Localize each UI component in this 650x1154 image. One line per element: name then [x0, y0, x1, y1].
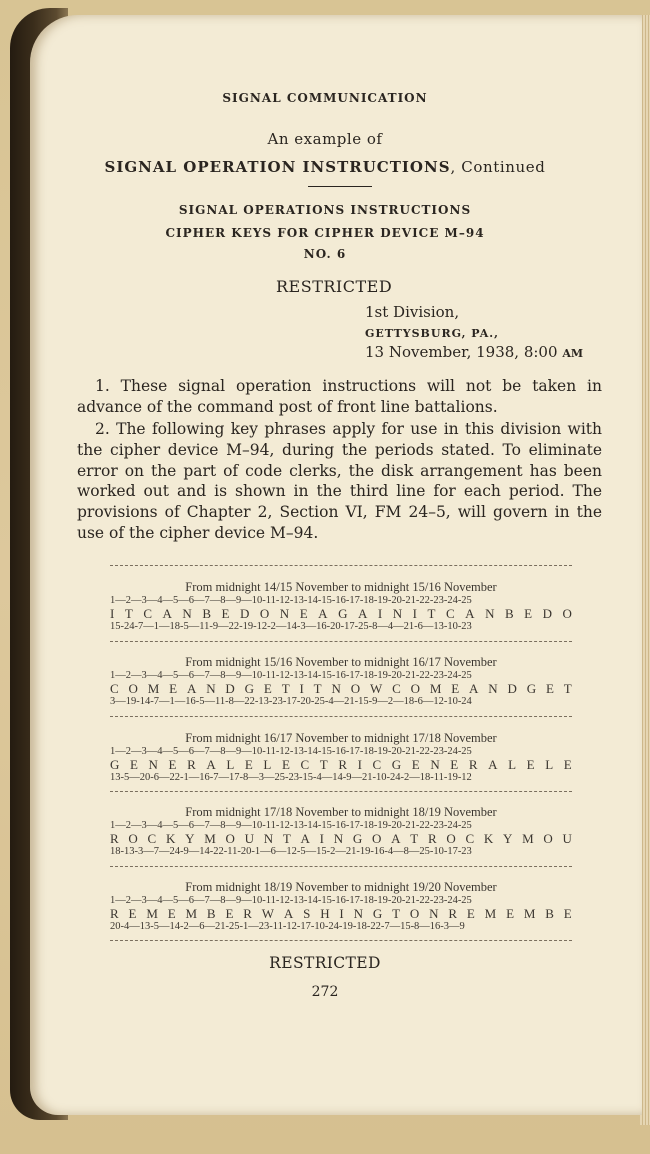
key-period-5	[110, 880, 572, 933]
key-letter: N	[488, 681, 498, 696]
key-letter: M	[147, 681, 160, 696]
key-letter: R	[448, 906, 458, 921]
classification-top: RESTRICTED	[276, 277, 393, 296]
key-letter: A	[186, 681, 197, 696]
key-letter: B	[545, 906, 554, 921]
key-period-2	[110, 655, 572, 708]
key-letter: T	[281, 681, 290, 696]
paragraph-1-text: 1. These signal operation instructions will not be taken in advance of the command post of front line battalions.	[77, 377, 602, 416]
key-letter: I	[357, 757, 362, 772]
title-main: SIGNAL OPERATION INSTRUCTIONS	[104, 158, 451, 176]
key-letter: N	[263, 831, 274, 846]
key-letter: E	[167, 906, 176, 921]
key-period-4	[110, 805, 572, 858]
period-title: From midnight 14/15 November to midnight 15/16 November	[185, 580, 497, 594]
key-letter: O	[562, 606, 572, 621]
key-letter: G	[391, 757, 402, 772]
key-letter: G	[526, 681, 537, 696]
key-letter: O	[128, 681, 138, 696]
key-letter: T	[124, 606, 133, 621]
key-letter: A	[465, 606, 475, 621]
key-letter: E	[244, 757, 253, 772]
subhead-1: SIGNAL OPERATIONS INSTRUCTIONS	[178, 203, 472, 217]
key-letter: I	[110, 606, 115, 621]
paragraph-2-text: 2. The following key phrases apply for use in this division with the cipher device M–94, during the periods stated. To eliminate error on the part of code clerks, the disk arrangement has been worked out and is shown in the third line for each period. The provisions of Chapter 2, Section VI, FM 24–5, will govern in the use of the cipher device M–94.	[77, 420, 602, 542]
paragraph-2	[77, 419, 602, 544]
key-letter: I	[412, 606, 417, 621]
date-text: 13 November, 1938, 8:00	[365, 343, 558, 361]
key-letter: C	[110, 681, 119, 696]
key-letter: O	[350, 681, 361, 696]
key-letter: D	[542, 606, 553, 621]
key-letter: L	[545, 757, 554, 772]
key-letter: N	[353, 906, 363, 921]
key-letter: E	[263, 681, 272, 696]
key-letter: K	[165, 831, 176, 846]
key-letter: D	[239, 606, 250, 621]
key-period-1	[110, 580, 572, 633]
key-letter: M	[522, 831, 534, 846]
key-letter: E	[563, 906, 572, 921]
page-title	[0, 158, 650, 176]
page-number: 272	[311, 984, 339, 1000]
key-letter: E	[524, 606, 533, 621]
key-letter: N	[485, 606, 495, 621]
divider	[110, 866, 572, 867]
paragraph-1	[77, 376, 602, 418]
key-letter: G	[110, 757, 120, 772]
key-letter: A	[283, 906, 294, 921]
key-letter: R	[427, 831, 437, 846]
disk-arrangement: 3—19-14-7—1—16-5—11-8—22-13-23-17-20-25-4—21-15-9—2—18-6—12-10-24	[110, 696, 472, 707]
key-letter: E	[545, 681, 554, 696]
key-letter: N	[392, 606, 403, 621]
key-letter: N	[206, 681, 216, 696]
key-phrase-letters	[110, 607, 572, 620]
key-letter: T	[410, 831, 419, 846]
key-letter: A	[357, 606, 368, 621]
key-letter: I	[299, 681, 304, 696]
key-letter: N	[430, 757, 440, 772]
key-letter: E	[451, 681, 460, 696]
key-letter: O	[225, 831, 235, 846]
unit-line: 1st Division,	[365, 303, 460, 321]
key-letter: B	[206, 906, 216, 921]
key-letter: M	[429, 681, 442, 696]
key-letter: T	[319, 757, 328, 772]
key-letter: G	[338, 606, 348, 621]
key-letter: C	[300, 757, 310, 772]
divider	[110, 565, 572, 566]
time-suffix: AM	[562, 347, 584, 360]
title-suffix: , Continued	[450, 158, 546, 176]
key-letter: C	[445, 606, 455, 621]
key-letter: A	[488, 757, 498, 772]
key-letter: A	[206, 757, 216, 772]
key-letter: E	[450, 757, 459, 772]
key-letter: E	[168, 757, 177, 772]
key-letter: T	[563, 681, 572, 696]
key-letter: I	[319, 831, 325, 846]
classification-bottom: RESTRICTED	[269, 954, 381, 972]
key-letter: C	[372, 757, 382, 772]
key-letter: I	[377, 606, 383, 621]
title-rule	[308, 186, 372, 187]
key-letter: W	[369, 681, 383, 696]
key-letter: E	[281, 757, 290, 772]
key-letter: L	[263, 757, 272, 772]
key-letter: A	[300, 831, 310, 846]
key-letter: K	[483, 831, 494, 846]
key-letter: C	[147, 831, 157, 846]
key-letter: O	[410, 681, 420, 696]
key-phrase-letters	[110, 907, 572, 920]
date-line	[365, 343, 583, 361]
key-letter: A	[162, 606, 172, 621]
key-letter: E	[299, 606, 308, 621]
key-letter: R	[243, 906, 252, 921]
position-numbers: 1—2—3—4—5—6—7—8—9—10-11-12-13-14-15-16-17-18-19-20-21-22-23-24-25	[110, 595, 472, 606]
key-letter: O	[543, 831, 553, 846]
key-letter: N	[148, 757, 158, 772]
key-letter: O	[446, 831, 456, 846]
key-letter: E	[169, 681, 178, 696]
key-letter: O	[409, 906, 420, 921]
position-numbers: 1—2—3—4—5—6—7—8—9—10-11-12-13-14-15-16-17-18-19-20-21-22-23-24-25	[110, 670, 472, 681]
key-letter: E	[563, 757, 572, 772]
key-letter: H	[320, 906, 330, 921]
divider	[110, 641, 572, 642]
key-letter: R	[187, 757, 196, 772]
key-letter: E	[128, 906, 137, 921]
period-title: From midnight 17/18 November to midnight 18/19 November	[185, 805, 497, 819]
key-letter: T	[282, 831, 291, 846]
key-letter: O	[259, 606, 270, 621]
key-letter: E	[506, 906, 515, 921]
key-letter: N	[429, 906, 439, 921]
divider	[110, 940, 572, 941]
key-letter: M	[185, 906, 198, 921]
disk-arrangement: 15-24-7—1—18-5—11-9—22-19-12-2—14-3—16-20-17-25-8—4—21-6—13-10-23	[110, 621, 472, 632]
key-letter: A	[318, 606, 328, 621]
key-letter: E	[526, 757, 535, 772]
key-letter: L	[226, 757, 235, 772]
key-letter: N	[182, 606, 192, 621]
key-letter: T	[313, 681, 322, 696]
key-letter: O	[372, 831, 382, 846]
key-letter: N	[333, 831, 344, 846]
key-phrase-letters	[110, 682, 572, 695]
period-title: From midnight 18/19 November to midnight 19/20 November	[185, 880, 497, 894]
key-letter: B	[202, 606, 211, 621]
disk-arrangement: 20-4—13-5—14-2—6—21-25-1—23-11-12-17-10-24-19-18-22-7—15-8—16-3—9	[110, 921, 465, 932]
key-letter: N	[279, 606, 290, 621]
key-letter: C	[465, 831, 475, 846]
key-letter: R	[338, 757, 347, 772]
key-letter: L	[508, 757, 517, 772]
subhead-2: CIPHER KEYS FOR CIPHER DEVICE M–94	[165, 226, 485, 240]
divider	[110, 716, 572, 717]
key-letter: G	[372, 906, 383, 921]
key-letter: E	[129, 757, 138, 772]
position-numbers: 1—2—3—4—5—6—7—8—9—10-11-12-13-14-15-16-17-18-19-20-21-22-23-24-25	[110, 895, 472, 906]
divider	[110, 791, 572, 792]
key-letter: A	[469, 681, 479, 696]
running-head: SIGNAL COMMUNICATION	[222, 91, 428, 105]
key-letter: T	[392, 906, 401, 921]
key-period-3	[110, 731, 572, 784]
key-letter: Y	[185, 831, 195, 846]
disk-arrangement: 13-5—20-6—22-1—16-7—17-8—3—25-23-15-4—14-9—21-10-24-2—18-11-19-12	[110, 772, 472, 783]
key-letter: E	[411, 757, 420, 772]
key-letter: B	[504, 606, 514, 621]
key-letter: R	[468, 757, 478, 772]
key-letter: Y	[503, 831, 513, 846]
key-letter: I	[339, 906, 344, 921]
key-letter: S	[303, 906, 311, 921]
position-numbers: 1—2—3—4—5—6—7—8—9—10-11-12-13-14-15-16-17-18-19-20-21-22-23-24-25	[110, 820, 472, 831]
key-letter: E	[225, 906, 234, 921]
place-line: GETTYSBURG, PA.,	[365, 327, 499, 340]
key-letter: T	[427, 606, 436, 621]
key-letter: M	[484, 906, 497, 921]
key-letter: G	[244, 681, 255, 696]
key-letter: D	[507, 681, 517, 696]
key-letter: D	[225, 681, 235, 696]
key-letter: M	[146, 906, 158, 921]
subhead-3: NO. 6	[303, 247, 347, 261]
key-phrase-letters	[110, 758, 572, 771]
key-letter: C	[392, 681, 401, 696]
key-letter: C	[143, 606, 152, 621]
key-letter: A	[391, 831, 401, 846]
key-letter: N	[331, 681, 341, 696]
key-letter: R	[110, 906, 119, 921]
key-letter: U	[562, 831, 572, 846]
key-letter: W	[261, 906, 275, 921]
key-letter: U	[244, 831, 254, 846]
key-phrase-letters	[110, 832, 572, 845]
period-title: From midnight 15/16 November to midnight 16/17 November	[185, 655, 497, 669]
key-letter: M	[204, 831, 216, 846]
key-letter: E	[466, 906, 475, 921]
key-letter: R	[110, 831, 119, 846]
key-letter: O	[128, 831, 138, 846]
position-numbers: 1—2—3—4—5—6—7—8—9—10-11-12-13-14-15-16-17-18-19-20-21-22-23-24-25	[110, 746, 472, 757]
disk-arrangement: 18-13-3—7—24-9—14-22-11-20-1—6—12-5—15-2—21-19-16-4—8—25-10-17-23	[110, 846, 472, 857]
key-letter: M	[523, 906, 536, 921]
intro-line: An example of	[267, 130, 383, 148]
key-letter: E	[221, 606, 230, 621]
period-title: From midnight 16/17 November to midnight 17/18 November	[185, 731, 497, 745]
key-letter: G	[352, 831, 363, 846]
